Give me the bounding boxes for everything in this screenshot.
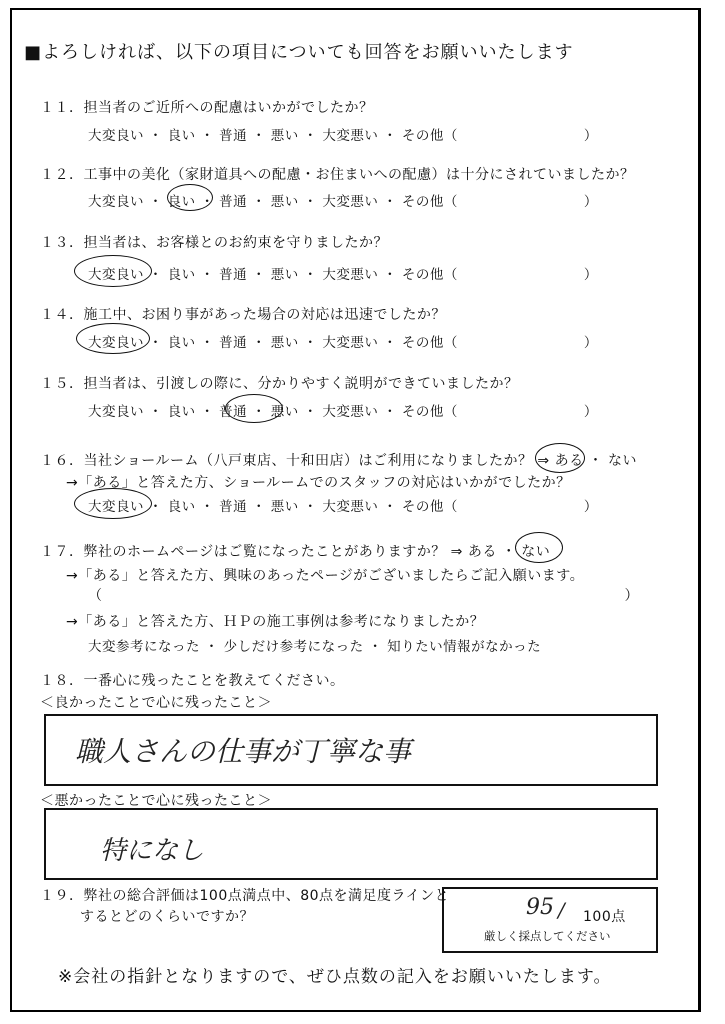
q17-followup-2-options[interactable]: 大変参考になった ・ 少しだけ参考になった ・ 知りたい情報がなかった [88,639,542,655]
question-13: １３．担当者は、お客様とのお約束を守りましたか？ [40,235,388,251]
question-11: １１．担当者のご近所への配慮はいかがでしたか？ [40,100,374,116]
score-max: 100点 [583,909,626,925]
question-19-line-1: １９．弊社の総合評価は100点満点中、80点を満足度ラインと [40,888,450,904]
question-17: １７．弊社のホームページはご覧になったことがありますか？ ⇒ ある ・ ない [40,544,551,560]
question-14: １４．施工中、お困り事があった場合の対応は迅速でしたか？ [40,307,446,323]
question-18: １８．一番心に残ったことを教えてください。 [40,673,345,689]
q14-answer-circle [76,323,150,354]
q13-answer-circle [74,255,152,287]
question-12: １２．工事中の美化（家財道具への配慮・お住まいへの配慮）は十分にされていましたか？ [40,167,635,183]
q16-followup: →「ある」と答えた方、ショールームでのスタッフの対応はいかがでしたか？ [66,475,571,491]
q16-answer-circle [535,443,585,473]
bad-memory-answer: 特になし [100,836,205,866]
question-16: １６．当社ショールーム（八戸東店、十和田店）はご利用になりましたか？ ⇒ ある ・ ない [40,453,637,469]
section-header: ■よろしければ、以下の項目についても回答をお願いいたします [24,42,574,63]
score-slash: / [558,898,565,922]
question-19-line-2: するとどのくらいですか？ [80,909,254,925]
q15-answer-circle [225,394,283,423]
q11-options[interactable]: 大変良い ・ 良い ・ 普通 ・ 悪い ・ 大変悪い ・ その他（ ） [88,128,598,144]
q17-followup-2: →「ある」と答えた方、ＨＰの施工事例は参考になりましたか？ [66,614,485,630]
footer-note: ※会社の指針となりますので、ぜひ点数の記入をお願いいたします。 [58,967,612,987]
q15-options[interactable]: 大変良い ・ 良い ・ 普通 ・ 悪い ・ 大変悪い ・ その他（ ） [88,404,598,420]
q17-answer-circle [515,532,563,563]
q16-followup-answer-circle [74,488,152,519]
score-value: 95 [526,895,554,920]
q12-answer-circle [167,184,213,211]
q13-options[interactable]: 大変良い ・ 良い ・ 普通 ・ 悪い ・ 大変悪い ・ その他（ ） [88,267,598,283]
q14-options[interactable]: 大変良い ・ 良い ・ 普通 ・ 悪い ・ 大変悪い ・ その他（ ） [88,335,598,351]
good-memory-label: ＜良かったことで心に残ったこと＞ [40,695,272,711]
good-memory-answer: 職人さんの仕事が丁寧な事 [75,735,412,768]
q17-followup-1: →「ある」と答えた方、興味のあったページがございましたらご記入願います。 [66,568,585,584]
q17-answer-paren[interactable]: （ ） [88,588,639,604]
score-note: 厳しく採点してください [484,929,611,943]
q16-options[interactable]: 大変良い ・ 良い ・ 普通 ・ 悪い ・ 大変悪い ・ その他（ ） [88,499,598,515]
q12-options[interactable]: 大変良い ・ 良い ・ 普通 ・ 悪い ・ 大変悪い ・ その他（ ） [88,194,598,210]
bad-memory-label: ＜悪かったことで心に残ったこと＞ [40,793,272,809]
question-15: １５．担当者は、引渡しの際に、分かりやすく説明ができていましたか？ [40,376,519,392]
